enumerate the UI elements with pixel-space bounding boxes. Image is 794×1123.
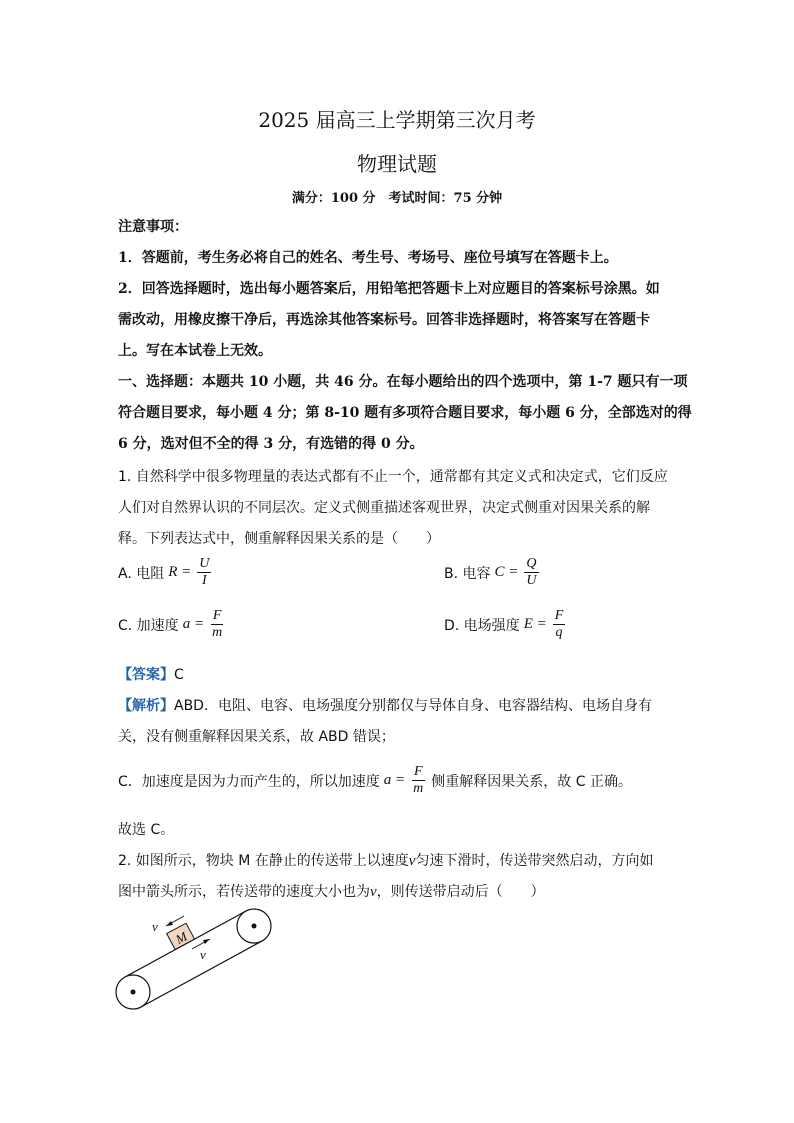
q1-stem-line-2: 人们对自然界认识的不同层次。定义式侧重描述客观世界，决定式侧重对因果关系的解 bbox=[118, 500, 650, 516]
section1-line-1: 一、选择题：本题共 10 小题，共 46 分。在每小题给出的四个选项中，第 1-7 题只有一项 bbox=[118, 374, 688, 390]
q2-stem-line-2 bbox=[118, 881, 545, 901]
analysis-lhs: a = bbox=[383, 772, 406, 788]
notice-item-1: 1．答题前，考生务必将自己的姓名、考生号、考场号、座位号填写在答题卡上。 bbox=[118, 250, 618, 266]
option-c-lhs: a = bbox=[182, 616, 205, 632]
q1-option-d bbox=[444, 608, 567, 641]
option-a-label: A. 电阻 bbox=[118, 565, 165, 582]
q1-option-b bbox=[444, 556, 541, 589]
belt-velocity-label: v bbox=[200, 947, 206, 962]
q1-stem-line-1: 1. 自然科学中很多物理量的表达式都有不止一个，通常都有其定义式和决定式，它们反应 bbox=[118, 469, 668, 485]
notice-item-2-line-3: 上。写在本试卷上无效。 bbox=[118, 343, 272, 359]
q2-text-1a: 2. 如图所示，物块 M 在静止的传送带上以速度 bbox=[118, 853, 409, 869]
option-a-lhs: R = bbox=[168, 564, 192, 580]
subject-title: 物理试题 bbox=[357, 152, 437, 176]
upper-pulley-axle bbox=[252, 924, 257, 929]
option-b-lhs: C = bbox=[494, 564, 519, 580]
analysis-text-1: ABD．电阻、电容、电场强度分别都仅与导体自身、电容器结构、电场自身有 bbox=[174, 698, 652, 714]
analysis-numerator: F bbox=[413, 764, 423, 779]
notice-item-2-line-1: 2．回答选择题时，选出每小题答案后，用铅笔把答题卡上对应题目的答案标号涂黑。如 bbox=[118, 281, 660, 297]
block-m bbox=[167, 923, 195, 949]
q2-velocity-var-2: v bbox=[370, 884, 377, 900]
option-a-denominator: I bbox=[202, 573, 207, 588]
option-c-fraction bbox=[210, 608, 224, 641]
q2-stem-line-1 bbox=[118, 850, 653, 870]
option-d-denominator: q bbox=[555, 625, 563, 640]
analysis-text-3b: 侧重解释因果关系，故 C 正确。 bbox=[431, 773, 632, 790]
belt-velocity-arrowhead bbox=[203, 939, 210, 944]
option-b-fraction bbox=[524, 556, 538, 589]
option-d-numerator: F bbox=[554, 608, 564, 623]
q1-option-c bbox=[118, 608, 226, 641]
notice-item-2-line-2: 需改动，用橡皮擦干净后，再选涂其他答案标号。回答非选择题时，将答案写在答题卡 bbox=[118, 312, 650, 328]
analysis-fraction bbox=[411, 764, 425, 797]
option-b-denominator: U bbox=[526, 573, 537, 588]
option-d-lhs: E = bbox=[523, 616, 547, 632]
q2-text-2a: 图中箭头所示，若传送带的速度大小也为 bbox=[118, 884, 370, 900]
analysis-text-3a: C．加速度是因为力而产生的，所以加速度 bbox=[118, 773, 380, 790]
q2-velocity-var-1: v bbox=[408, 853, 416, 869]
option-b-numerator: Q bbox=[526, 556, 537, 571]
q2-text-1b: 匀速下滑时，传送带突然启动，方向如 bbox=[415, 853, 654, 869]
q1-answer bbox=[118, 664, 184, 684]
option-a-numerator: U bbox=[199, 556, 210, 571]
option-b-label: B. 电容 bbox=[444, 565, 491, 582]
block-velocity-label: v bbox=[152, 919, 158, 934]
analysis-denominator: m bbox=[413, 781, 424, 796]
q1-analysis-line-2: 关，没有侧重解释因果关系，故 ABD 错误； bbox=[118, 729, 395, 745]
q1-conclusion: 故选 C。 bbox=[118, 822, 175, 838]
option-c-denominator: m bbox=[212, 625, 223, 640]
exam-meta: 满分：100 分 考试时间：75 分钟 bbox=[291, 191, 503, 206]
option-a-fraction bbox=[197, 556, 211, 589]
q1-analysis-line-1 bbox=[118, 695, 652, 715]
q1-analysis-line-3 bbox=[118, 764, 632, 797]
conveyor-belt-figure bbox=[112, 902, 282, 1014]
lower-pulley-axle bbox=[131, 990, 136, 995]
notice-heading: 注意事项： bbox=[118, 219, 188, 235]
block-label: M bbox=[172, 928, 190, 947]
exam-title: 2025 届高三上学期第三次月考 bbox=[258, 108, 536, 132]
option-d-fraction bbox=[553, 608, 566, 641]
block-velocity-arrowhead bbox=[166, 921, 173, 926]
analysis-tag: 【解析】 bbox=[118, 698, 174, 714]
option-d-label: D. 电场强度 bbox=[444, 617, 520, 634]
answer-value: C bbox=[174, 667, 184, 683]
answer-tag: 【答案】 bbox=[118, 667, 174, 683]
q1-option-a bbox=[118, 556, 213, 589]
q1-stem-line-3: 释。下列表达式中，侧重解释因果关系的是（ ） bbox=[118, 531, 440, 547]
section1-line-3: 6 分，选对但不全的得 3 分，有选错的得 0 分。 bbox=[118, 436, 424, 452]
option-c-label: C. 加速度 bbox=[118, 617, 179, 634]
section1-line-2: 符合题目要求，每小题 4 分；第 8-10 题有多项符合题目要求，每小题 6 分，全部选对的得 bbox=[118, 405, 692, 421]
q2-text-2b: ，则传送带启动后（ ） bbox=[376, 884, 545, 900]
option-c-numerator: F bbox=[212, 608, 222, 623]
